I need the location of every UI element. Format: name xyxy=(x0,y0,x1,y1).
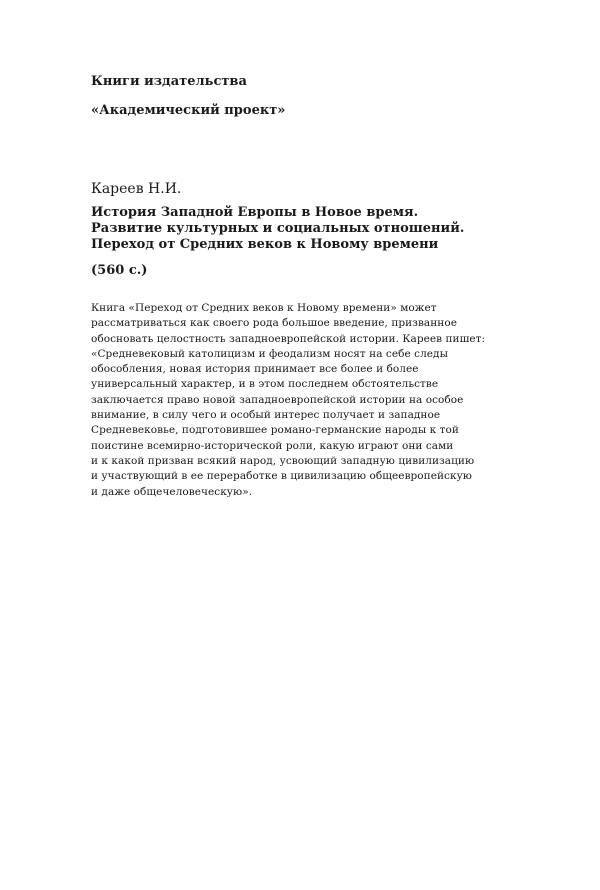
book-author: Кареев Н.И. xyxy=(91,181,182,197)
publisher-heading-line-1: Книги издательства xyxy=(91,74,247,89)
description-line: и к какой призван всякий народ, усвоющий западную цивилизацию xyxy=(91,454,475,467)
book-title xyxy=(91,205,464,253)
description-line: Книга «Переход от Средних веков к Новому времени» может xyxy=(91,302,437,314)
book-title-line: История Западной Европы в Новое время. xyxy=(91,205,419,220)
description-line: внимание, в силу чего и особый интерес получает и западное xyxy=(91,409,441,422)
description-line: обособления, новая история принимает все более и более xyxy=(91,363,419,376)
description-line: и даже общечеловеческую». xyxy=(91,485,253,498)
description-line: поистине всемирно-исторической роли, какую играют они сами xyxy=(91,439,454,452)
description-line: Средневековье, подготовившее романо-германские народы к той xyxy=(91,424,459,437)
publisher-heading-line-2: «Академический проект» xyxy=(91,103,286,118)
description-line: универсальный характер, и в этом последнем обстоятельстве xyxy=(91,378,439,391)
description-line: рассматриваться как своего рода большое введение, призванное xyxy=(91,317,457,330)
description-line: «Средневековый католицизм и феодализм носят на себе следы xyxy=(91,347,448,360)
book-title-line: Развитие культурных и социальных отношений. xyxy=(91,221,465,236)
page-count: (560 с.) xyxy=(91,263,148,278)
description-line: обосновать целостность западноевропейской истории. Кареев пишет: xyxy=(91,332,486,345)
description-line: заключается право новой западноевропейской истории на особое xyxy=(91,393,464,406)
book-title-line: Переход от Средних веков к Новому времени xyxy=(91,237,439,252)
description-line: и участвующий в ее переработке в цивилизацию общеевропейскую xyxy=(91,470,472,483)
book-description xyxy=(91,301,485,500)
